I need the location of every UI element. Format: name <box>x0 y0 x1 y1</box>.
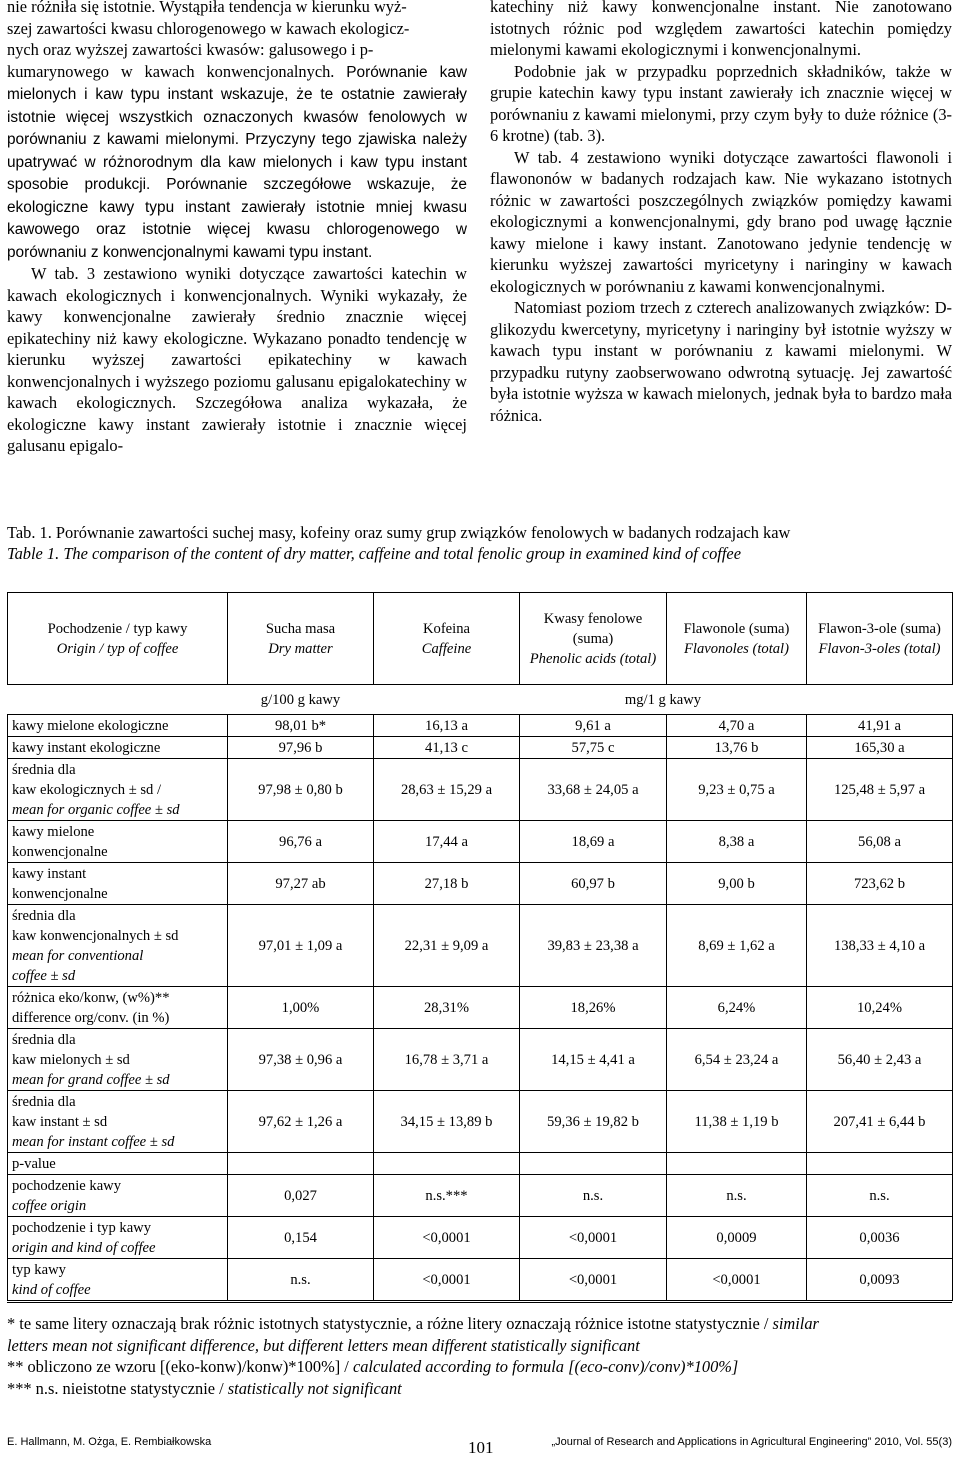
value-cell: 18,69 a <box>520 821 667 863</box>
value-cell: n.s. <box>228 1259 374 1301</box>
value-cell: 56,08 a <box>807 821 953 863</box>
value-cell: 41,91 a <box>807 715 953 737</box>
paragraph: W tab. 3 zestawiono wyniki dotyczące zawartości katechin w kawach ekologicznych i konwencjonalnych. Wyniki wykazały, że kawy konwencjonalne zawierały średnio znacznie więcej epikatechiny niż kawy ekologiczne. Wykazano ponadto tendencję w kierunku wyższej zawartości epikatechiny w kawach konwencjonalnych i wyższego poziomu galusanu epigalokatechiny w kawach ekologicznych. Szczegółowa analiza wykazała, że ekologiczne kawy instant zawierały istotnie i znacznie więcej galusanu epigalo- <box>7 264 467 455</box>
table-row <box>8 1175 953 1217</box>
header-cell: Sucha masa Dry matter <box>228 593 374 685</box>
value-cell: 34,15 ± 13,89 b <box>374 1091 520 1153</box>
pvalue-header-row <box>8 1153 953 1175</box>
row-label: średnia dla kaw ekologicznych ± sd / mean for organic coffee ± sd <box>8 759 228 821</box>
value-cell: 28,63 ± 15,29 a <box>374 759 520 821</box>
value-cell: 41,13 c <box>374 737 520 759</box>
value-cell: 138,33 ± 4,10 a <box>807 905 953 987</box>
value-cell: 57,75 c <box>520 737 667 759</box>
right-text-column <box>490 0 952 426</box>
header-cell: Kofeina Caffeine <box>374 593 520 685</box>
paragraph: katechiny niż kawy konwencjonalne instant. Nie zanotowano istotnych różnic pod względem zawartości katechin pomiędzy mielonymi kawami ekologicznymi i konwencjonalnymi. <box>490 0 952 59</box>
value-cell: 4,70 a <box>667 715 807 737</box>
divider <box>7 1302 952 1303</box>
header-cell: Flawonole (suma) Flavonoles (total) <box>667 593 807 685</box>
header-cell: Pochodzenie / typ kawy Origin / typ of coffee <box>8 593 228 685</box>
value-cell: 0,0036 <box>807 1217 953 1259</box>
value-cell: 9,23 ± 0,75 a <box>667 759 807 821</box>
value-cell: 0,0093 <box>807 1259 953 1301</box>
text-line: kumarynowego w kawach konwencjonalnych. <box>7 61 335 81</box>
row-label: średnia dla kaw instant ± sd mean for instant coffee ± sd <box>8 1091 228 1153</box>
value-cell: 22,31 ± 9,09 a <box>374 905 520 987</box>
value-cell: n.s. <box>520 1175 667 1217</box>
value-cell: 6,54 ± 23,24 a <box>667 1029 807 1091</box>
value-cell: 33,68 ± 24,05 a <box>520 759 667 821</box>
paragraph <box>7 0 467 263</box>
paragraph: Natomiast poziom trzech z czterech analizowanych związków: D-glikozydu kwercetyny, myricetyny i naringiny był istotnie wyższy w kawach typu instant w porównaniu z kawami mielonymi. W przypadku rutyny zaobserwowano odwrotną sytuację. Jej zawartość była istotnie wyższa w kawach mielonych, jednak była to bardzo mała różnica. <box>490 298 952 425</box>
value-cell: 0,0009 <box>667 1217 807 1259</box>
unit-cell: mg/1 g kawy <box>624 691 702 708</box>
text-line: szej zawartości kwasu chlorogenowego w kawach ekologicz- <box>7 18 410 38</box>
value-cell: 9,00 b <box>667 863 807 905</box>
value-cell: 0,027 <box>228 1175 374 1217</box>
results-table <box>7 592 953 1301</box>
left-text-column <box>7 0 467 457</box>
table-row <box>8 905 953 987</box>
value-cell: 8,38 a <box>667 821 807 863</box>
value-cell: 165,30 a <box>807 737 953 759</box>
value-cell: <0,0001 <box>520 1259 667 1301</box>
row-label: p-value <box>8 1153 228 1175</box>
value-cell: 17,44 a <box>374 821 520 863</box>
table-row <box>8 1217 953 1259</box>
table-row <box>8 863 953 905</box>
header-cell: Kwasy fenolowe (suma) Phenolic acids (total) <box>520 593 667 685</box>
table-row <box>8 821 953 863</box>
row-label: pochodzenie kawy coffee origin <box>8 1175 228 1217</box>
value-cell: 18,26% <box>520 987 667 1029</box>
row-label: kawy mielone ekologiczne <box>8 715 228 737</box>
value-cell: 28,31% <box>374 987 520 1029</box>
note: * te same litery oznaczają brak różnic istotnych statystycznie, a różne litery oznaczają różnice istotne statystycznie / similar letters mean not significant difference, but different letters mean different statistically significant <box>7 1314 819 1355</box>
value-cell: 14,15 ± 4,41 a <box>520 1029 667 1091</box>
unit-cell: g/100 g kawy <box>260 691 341 708</box>
value-cell: <0,0001 <box>374 1259 520 1301</box>
value-cell: 11,38 ± 1,19 b <box>667 1091 807 1153</box>
table-row <box>8 1259 953 1301</box>
table-row <box>8 737 953 759</box>
table-caption-en: Table 1. The comparison of the content of dry matter, caffeine and total fenolic group in examined kind of coffee <box>7 544 741 563</box>
paragraph: W tab. 4 zestawiono wyniki dotyczące zawartości flawonoli i flawononów w badanych rodzajach kaw. Nie wykazano istotnych różnic w zawartości poszczególnych związków pomiędzy kawami ekologicznymi a konwencjonalnymi, gdy brano pod uwagę łącznie kawy mielone i kawy instant. Zanotowano jedynie tendencję w kierunku wyższej zawartości myricetyny i naringiny w kawach ekologicznych w porównaniu z kawami konwencjonalnymi. <box>490 147 952 296</box>
value-cell: n.s. <box>667 1175 807 1217</box>
row-label: kawy mielone konwencjonalne <box>8 821 228 863</box>
value-cell: n.s. <box>807 1175 953 1217</box>
header-cell: Flawon-3-ole (suma) Flavon-3-oles (total) <box>807 593 953 685</box>
value-cell: n.s.*** <box>374 1175 520 1217</box>
row-label: średnia dla kaw konwencjonalnych ± sd mean for conventional coffee ± sd <box>8 905 228 987</box>
value-cell: 1,00% <box>228 987 374 1029</box>
footer-authors: E. Hallmann, M. Ożga, E. Rembiałkowska <box>7 1436 212 1448</box>
table-row <box>8 987 953 1029</box>
row-label: różnica eko/konw, (w%)** difference org/conv. (in %) <box>8 987 228 1029</box>
value-cell: 6,24% <box>667 987 807 1029</box>
value-cell: 39,83 ± 23,38 a <box>520 905 667 987</box>
value-cell: 10,24% <box>807 987 953 1029</box>
table-row <box>8 759 953 821</box>
value-cell: 59,36 ± 19,82 b <box>520 1091 667 1153</box>
value-cell: 8,69 ± 1,62 a <box>667 905 807 987</box>
table-caption-pl: Tab. 1. Porównanie zawartości suchej masy, kofeiny oraz sumy grup związków fenolowych w badanych rodzajach kaw <box>7 523 791 542</box>
value-cell: 13,76 b <box>667 737 807 759</box>
value-cell: <0,0001 <box>520 1217 667 1259</box>
footer-journal: „Journal of Research and Applications in Agricultural Engineering” 2010, Vol. 55(3) <box>551 1436 952 1448</box>
value-cell: 97,01 ± 1,09 a <box>228 905 374 987</box>
value-cell: 60,97 b <box>520 863 667 905</box>
table-row <box>8 1029 953 1091</box>
row-label: średnia dla kaw mielonych ± sd mean for grand coffee ± sd <box>8 1029 228 1091</box>
text-span: Porównanie kaw mielonych i kaw typu instant wskazuje, że te ostatnie zawierały istotnie więcej wszystkich oznaczonych kwasów fenolowych w porównaniu z kawami mielonymi. Przyczyny tego zjawiska należy upatrywać w różnorodnym dla kaw mielonych i kaw typu instant sposobie produkcji. Porównanie szczegółowe wskazuje, że ekologiczne kawy typu instant zawierały istotnie mniej kwasu kawowego oraz istotnie więcej kwasu chlorogenowego w porównaniu z konwencjonalnymi kawami typu instant. <box>7 63 467 261</box>
value-cell: 0,154 <box>228 1217 374 1259</box>
value-cell: 16,13 a <box>374 715 520 737</box>
value-cell: 125,48 ± 5,97 a <box>807 759 953 821</box>
table-row <box>8 1091 953 1153</box>
table-body <box>8 715 953 1301</box>
value-cell: 97,98 ± 0,80 b <box>228 759 374 821</box>
table-header-row <box>8 593 953 685</box>
table-row <box>8 715 953 737</box>
value-cell: 97,62 ± 1,26 a <box>228 1091 374 1153</box>
value-cell: <0,0001 <box>374 1217 520 1259</box>
row-label: kawy instant konwencjonalne <box>8 863 228 905</box>
value-cell: 723,62 b <box>807 863 953 905</box>
row-label: kawy instant ekologiczne <box>8 737 228 759</box>
value-cell: 97,38 ± 0,96 a <box>228 1029 374 1091</box>
value-cell: 207,41 ± 6,44 b <box>807 1091 953 1153</box>
value-cell: 98,01 b* <box>228 715 374 737</box>
value-cell: 56,40 ± 2,43 a <box>807 1029 953 1091</box>
units-row <box>8 685 953 715</box>
paragraph: Podobnie jak w przypadku poprzednich składników, także w grupie katechin kawy typu instant zawierały ich znacznie więcej w porównaniu z kawami mielonymi, przy czym były to duże różnice (3-6 krotne) (tab. 3). <box>490 61 952 145</box>
row-label: typ kawy kind of coffee <box>8 1259 228 1301</box>
row-label: pochodzenie i typ kawy origin and kind of coffee <box>8 1217 228 1259</box>
value-cell: 97,96 b <box>228 737 374 759</box>
table-notes <box>7 1313 952 1399</box>
value-cell: 96,76 a <box>228 821 374 863</box>
value-cell: 9,61 a <box>520 715 667 737</box>
value-cell: 97,27 ab <box>228 863 374 905</box>
text-line: nie różniła się istotnie. Wystąpiła tendencja w kierunku wyż- <box>7 0 407 16</box>
note: *** n.s. nieistotne statystycznie / statistically not significant <box>7 1378 402 1398</box>
note: ** obliczono ze wzoru [(eko-konw)/konw)*100%] / calculated according to formula [(eco-conv)/conv)*100%] <box>7 1357 739 1376</box>
value-cell: <0,0001 <box>667 1259 807 1301</box>
text-line: nych oraz wyższej zawartości kwasów: galusowego i p- <box>7 40 374 59</box>
page-number: 101 <box>468 1438 494 1457</box>
value-cell: 16,78 ± 3,71 a <box>374 1029 520 1091</box>
value-cell: 27,18 b <box>374 863 520 905</box>
